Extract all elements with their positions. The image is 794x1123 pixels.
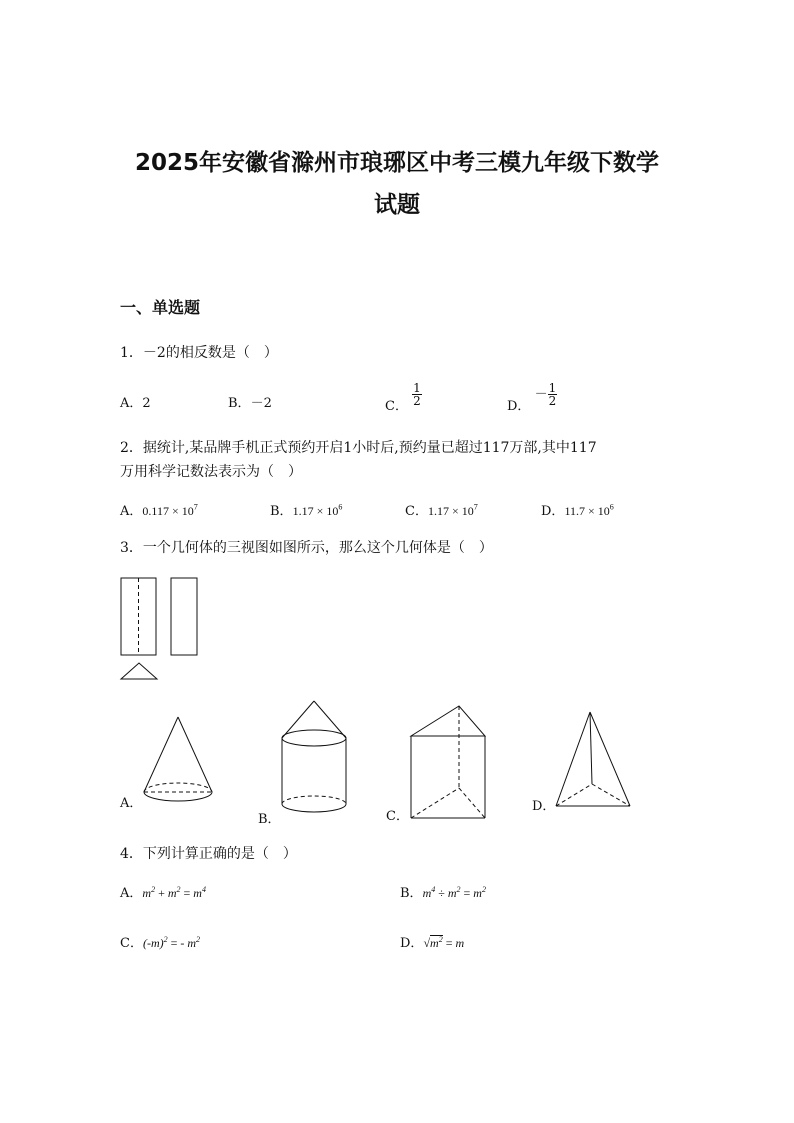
prism-hidden-left — [411, 788, 459, 818]
q4-option-b-label: B． — [400, 886, 423, 901]
cylinder-base-front — [282, 804, 346, 812]
section-heading: 一、单选题 — [120, 298, 201, 317]
math-equals: = — [460, 886, 474, 900]
math-equals: = — [442, 936, 456, 950]
pyramid-base-hidden-left — [556, 784, 592, 806]
math-term: m — [430, 936, 439, 950]
math-exponent: 2 — [438, 935, 443, 944]
fraction-numerator: 1 — [413, 381, 421, 395]
q2-option-c — [405, 500, 478, 519]
math-term: m — [142, 886, 152, 900]
q1-option-b — [228, 392, 272, 411]
q2-option-a-value: 0.117 × 10 — [142, 504, 194, 518]
q1-option-c — [385, 382, 422, 414]
pyramid-base-hidden-right — [592, 784, 630, 806]
q1-option-d-fraction — [548, 382, 558, 407]
q2-option-c-exponent: 7 — [473, 502, 478, 512]
math-exponent: 2 — [456, 885, 461, 894]
q1-option-c-fraction — [412, 382, 422, 407]
q2-option-a-exponent: 7 — [193, 502, 198, 512]
fraction-denominator: 2 — [413, 394, 421, 408]
math-term: m — [447, 886, 457, 900]
math-term: m — [193, 886, 202, 900]
question-2-stem-line1: 2．据统计,某品牌手机正式预约开启1小时后,预约量已超过117万部,其中117 — [120, 440, 597, 456]
question-4-stem: 4．下列计算正确的是（ ） — [120, 846, 297, 862]
question-2-stem-line2: 万用科学记数法表示为（ ） — [120, 464, 302, 480]
q4-option-d-expression — [423, 935, 464, 950]
q2-option-c-label: C． — [405, 504, 428, 519]
prism-top-face — [411, 706, 485, 736]
math-term: m — [455, 936, 465, 950]
q4-option-a-label: A． — [120, 886, 143, 901]
q1-option-a — [120, 392, 151, 411]
math-term: m — [473, 886, 482, 900]
q2-option-a — [120, 500, 198, 519]
q1-option-c-label: C． — [385, 399, 408, 414]
q3-option-b-label: B． — [258, 812, 281, 827]
cone-edge-right — [314, 701, 346, 738]
cone-figure — [140, 712, 220, 807]
q3-option-c-label: C． — [386, 809, 409, 824]
q2-option-d — [541, 500, 614, 519]
q4-option-d — [400, 932, 464, 951]
q2-option-b-exponent: 6 — [338, 502, 343, 512]
math-exponent: 2 — [163, 935, 168, 944]
math-operator: ÷ — [435, 886, 448, 900]
q4-option-b-expression — [423, 886, 486, 900]
math-equals: = — [180, 886, 194, 900]
q2-option-b-label: B． — [270, 504, 293, 519]
top-view — [121, 663, 157, 679]
q1-option-a-value: 2 — [142, 396, 151, 411]
prism-hidden-right — [459, 788, 485, 818]
math-equals: = - — [167, 936, 188, 950]
math-exponent: 2 — [151, 885, 156, 894]
q4-option-c — [120, 932, 200, 951]
question-3-stem: 3．一个几何体的三视图如图所示，那么这个几何体是（ ） — [120, 540, 493, 556]
q2-option-b-value: 1.17 × 10 — [292, 504, 339, 518]
math-exponent: 2 — [176, 885, 181, 894]
cylinder-base-back — [282, 796, 346, 804]
q4-option-b — [400, 882, 486, 901]
cone-base-front — [144, 792, 212, 801]
cone-base-back — [144, 783, 212, 792]
math-exponent: 2 — [196, 935, 201, 944]
sqrt-sign-icon: √ — [423, 936, 431, 950]
q1-option-d-sign: － — [534, 387, 548, 402]
q4-option-a — [120, 882, 206, 901]
q2-option-d-value: 11.7 × 10 — [564, 504, 610, 518]
q1-option-b-value: －2 — [250, 396, 272, 411]
page-title: 2025年安徽省滁州市琅琊区中考三模九年级下数学 — [134, 150, 659, 176]
math-exponent: 4 — [431, 885, 436, 894]
q3-option-a-label: A． — [120, 796, 143, 811]
cylinder-top — [282, 730, 346, 746]
three-views-figure — [118, 575, 203, 685]
q1-option-d — [507, 382, 557, 414]
q2-option-b — [270, 500, 342, 519]
cone-cylinder-figure — [278, 697, 353, 825]
page-title-line2: 试题 — [374, 192, 420, 218]
cone-edge-left — [282, 701, 314, 738]
triangular-pyramid-figure — [552, 708, 637, 813]
side-view — [171, 578, 197, 655]
math-exponent: 4 — [201, 885, 206, 894]
q3-option-d-label: D． — [532, 799, 556, 814]
triangular-prism-figure — [405, 700, 495, 825]
math-term: m — [167, 886, 177, 900]
math-term: m — [187, 936, 197, 950]
q2-option-c-value: 1.17 × 10 — [427, 504, 474, 518]
math-operator: + — [155, 886, 168, 900]
cone-edge-right — [178, 717, 212, 792]
q4-option-d-label: D． — [400, 936, 424, 951]
q2-option-d-label: D． — [541, 504, 565, 519]
math-exponent: 2 — [481, 885, 486, 894]
q2-option-d-exponent: 6 — [609, 502, 614, 512]
pyramid-edge-left — [556, 712, 590, 806]
q1-option-d-label: D． — [507, 399, 531, 414]
pyramid-edge-middle — [590, 712, 592, 784]
q1-option-b-label: B． — [228, 396, 251, 411]
sqrt-radicand — [430, 935, 443, 950]
q4-option-c-expression — [143, 936, 200, 950]
q2-option-a-label: A． — [120, 504, 143, 519]
pyramid-edge-right — [590, 712, 630, 806]
cone-edge-left — [144, 717, 178, 792]
q4-option-a-expression — [142, 886, 206, 900]
math-term: m — [422, 886, 432, 900]
q1-option-a-label: A． — [120, 396, 143, 411]
fraction-denominator: 2 — [548, 394, 557, 408]
math-term: (-m) — [142, 936, 164, 950]
question-1-stem: 1．－2的相反数是（ ） — [120, 345, 278, 361]
q4-option-c-label: C． — [120, 936, 143, 951]
fraction-numerator: 1 — [548, 381, 557, 395]
